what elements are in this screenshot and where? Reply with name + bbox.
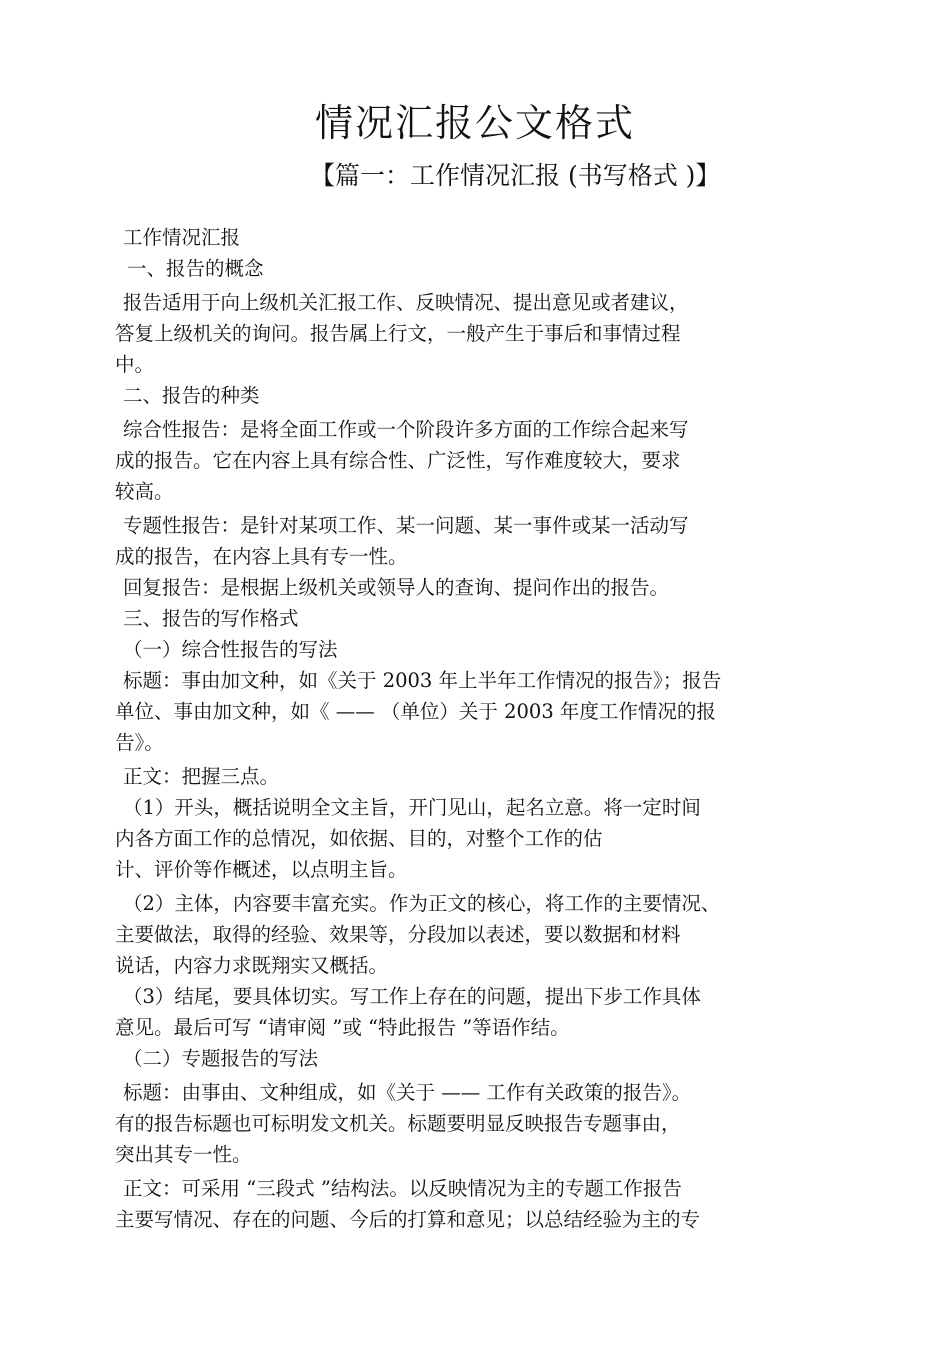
paragraph-line: 单位、事由加文种，如《 —— （单位）关于 2003 年度工作情况的报: [115, 700, 716, 723]
paragraph-line: 标题：事由加文种，如《关于 2003 年上半年工作情况的报告》；报告: [123, 669, 722, 692]
paragraph-line: 答复上级机关的询问。报告属上行文，一般产生于事后和事情过程: [115, 322, 681, 345]
paragraph-line: 成的报告。它在内容上具有综合性、广泛性，写作难度较大，要求: [115, 449, 681, 472]
document-title: 情况汇报公文格式: [314, 101, 635, 145]
paragraph-line: 回复报告：是根据上级机关或领导人的查询、提问作出的报告。: [123, 576, 670, 599]
paragraph-line: 专题性报告：是针对某项工作、某一问题、某一事件或某一活动写: [123, 514, 689, 537]
paragraph-line: 较高。: [115, 480, 174, 503]
section-heading: 三、报告的写作格式: [123, 607, 299, 630]
paragraph-line: 主要写情况、存在的问题、今后的打算和意见；以总结经验为主的专: [115, 1208, 701, 1231]
document-subtitle: 【篇一：工作情况汇报 (书写格式 )】: [310, 161, 721, 190]
subsection-heading: （二）专题报告的写法: [123, 1047, 319, 1070]
paragraph-line: 标题：由事由、文种组成，如《关于 —— 工作有关政策的报告》。: [123, 1081, 692, 1104]
paragraph-line: 主要做法，取得的经验、效果等，分段加以表述，要以数据和材料: [115, 923, 681, 946]
paragraph-line: 成的报告，在内容上具有专一性。: [115, 545, 408, 568]
paragraph-line: 正文：可采用 “三段式 ”结构法。以反映情况为主的专题工作报告: [123, 1177, 682, 1200]
section-heading: 工作情况汇报: [123, 226, 241, 249]
subsection-heading: （一）综合性报告的写法: [123, 638, 338, 661]
paragraph-line: 计、评价等作概述，以点明主旨。: [115, 858, 408, 881]
paragraph-line: 中。: [115, 353, 155, 376]
section-heading: 一、报告的概念: [127, 257, 264, 280]
paragraph-line: 告》。: [115, 731, 164, 754]
paragraph-line: （1）开头，概括说明全文主旨，开门见山，起名立意。将一定时间: [123, 796, 701, 819]
paragraph-line: 内各方面工作的总情况，如依据、目的，对整个工作的估: [115, 827, 603, 850]
paragraph-line: 说话，内容力求既翔实又概括。: [115, 954, 389, 977]
paragraph-line: （2）主体，内容要丰富充实。作为正文的核心，将工作的主要情况、: [123, 892, 721, 915]
paragraph-line: 正文：把握三点。: [123, 765, 280, 788]
paragraph-line: 有的报告标题也可标明发文机关。标题要明显反映报告专题事由，: [115, 1112, 681, 1135]
paragraph-line: 综合性报告：是将全面工作或一个阶段许多方面的工作综合起来写: [123, 418, 689, 441]
paragraph-line: （3）结尾，要具体切实。写工作上存在的问题，提出下步工作具体: [123, 985, 701, 1008]
section-heading: 二、报告的种类: [123, 384, 260, 407]
paragraph-line: 意见。最后可写 “请审阅 ”或 “特此报告 ”等语作结。: [115, 1016, 570, 1039]
paragraph-line: 突出其专一性。: [115, 1143, 252, 1166]
document-body: [115, 222, 815, 1235]
paragraph-line: 报告适用于向上级机关汇报工作、反映情况、提出意见或者建议，: [123, 291, 689, 314]
